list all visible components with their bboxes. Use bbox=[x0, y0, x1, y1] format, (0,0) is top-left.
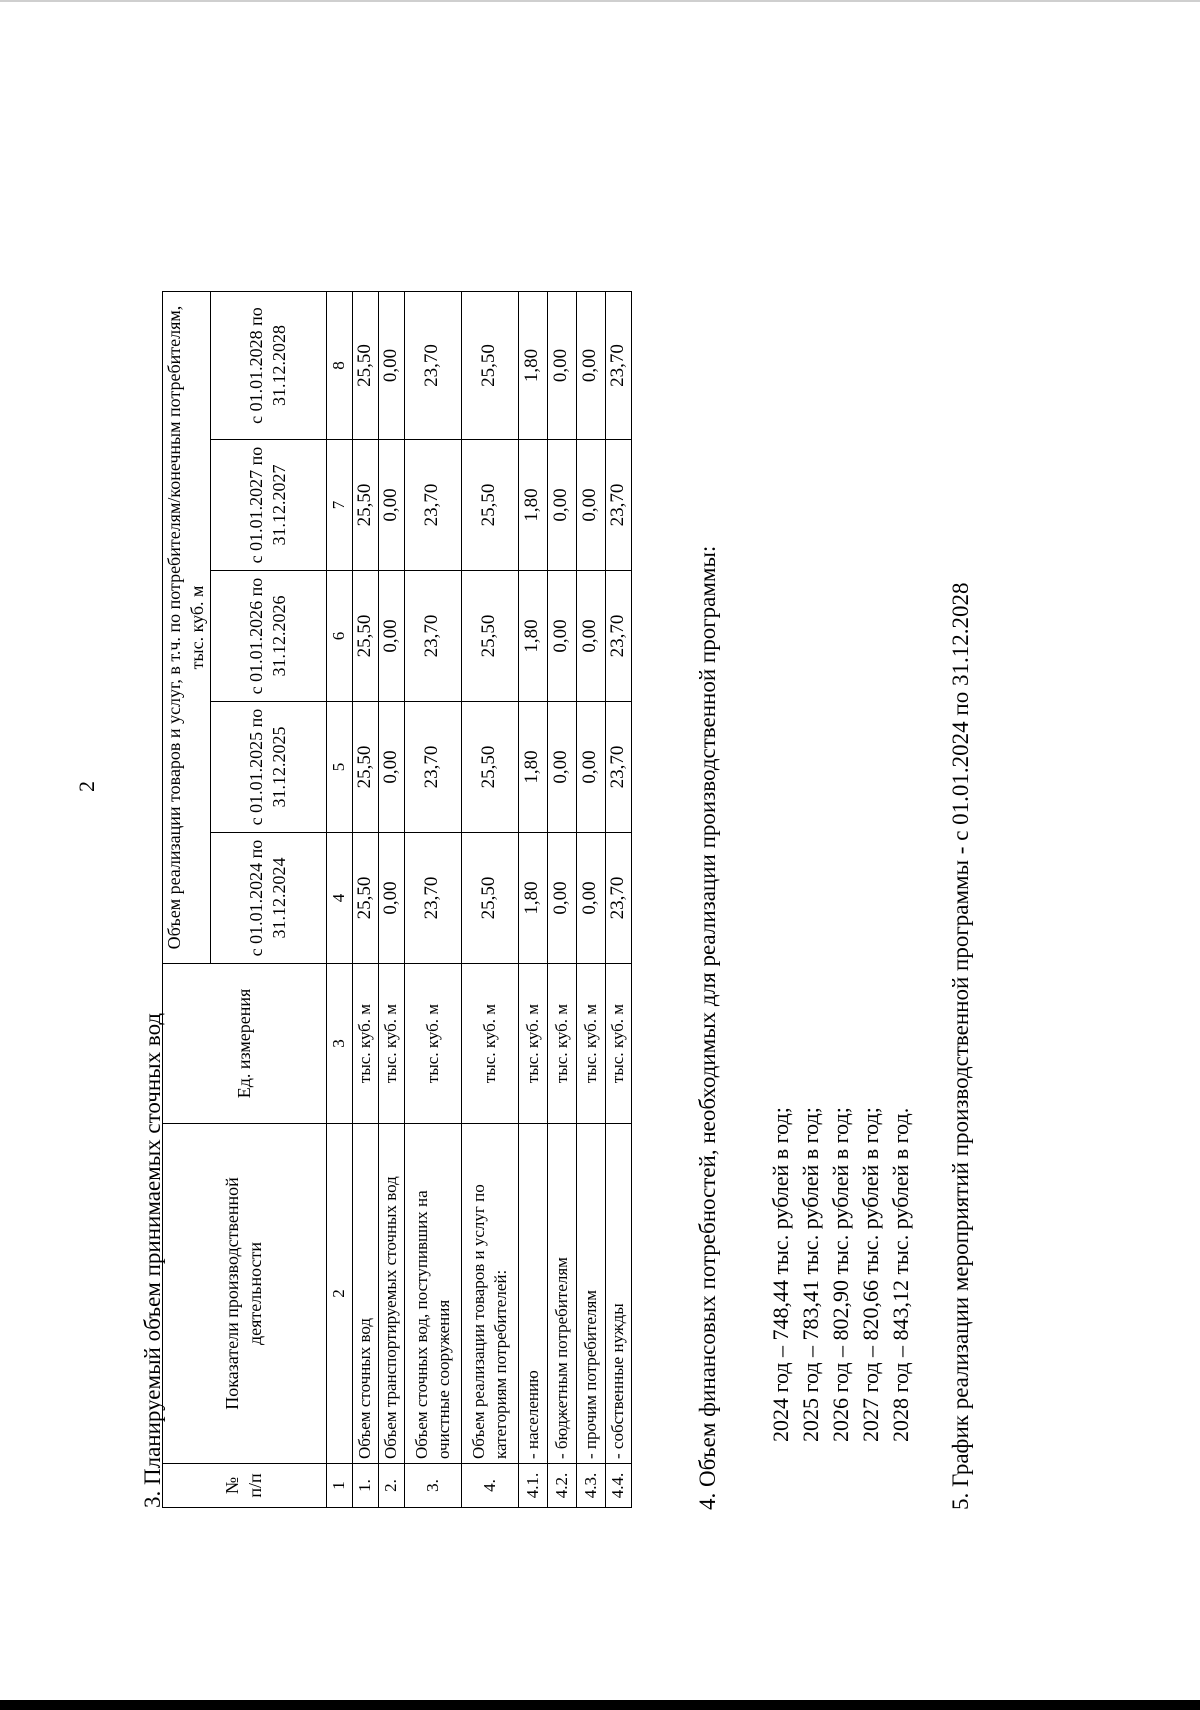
row-num: 4.1. bbox=[518, 1464, 547, 1508]
row-name: - прочим потребителям bbox=[576, 1124, 605, 1464]
row-value: 0,00 bbox=[547, 440, 576, 571]
table-row bbox=[547, 291, 576, 1507]
row-num: 4.3. bbox=[576, 1464, 605, 1508]
row-value: 1,80 bbox=[518, 833, 547, 964]
row-name: - населению bbox=[518, 1124, 547, 1464]
row-unit: тыс. куб. м bbox=[461, 964, 518, 1124]
row-value: 0,00 bbox=[378, 291, 404, 439]
row-value: 0,00 bbox=[378, 440, 404, 571]
header-num: № п/п bbox=[163, 1464, 327, 1508]
row-value: 0,00 bbox=[547, 702, 576, 833]
row-name: Объем сточных вод, поступивших на очистные сооружения bbox=[404, 1124, 461, 1464]
col-number: 2 bbox=[326, 1124, 352, 1464]
row-value: 0,00 bbox=[547, 833, 576, 964]
row-value: 23,70 bbox=[404, 833, 461, 964]
row-value: 25,50 bbox=[352, 571, 378, 702]
row-value: 0,00 bbox=[576, 291, 605, 439]
row-num: 2. bbox=[378, 1464, 404, 1508]
table-row bbox=[461, 291, 518, 1507]
row-value: 23,70 bbox=[605, 833, 631, 964]
row-value: 25,50 bbox=[461, 440, 518, 571]
row-value: 1,80 bbox=[518, 702, 547, 833]
scan-bottom-border bbox=[0, 1700, 1200, 1710]
col-number: 4 bbox=[326, 833, 352, 964]
header-group: Объем реализации товаров и услуг, в т.ч. по потребителям/конечным потребителям, тыс. куб. м bbox=[163, 291, 211, 963]
row-value: 25,50 bbox=[352, 702, 378, 833]
row-value: 23,70 bbox=[605, 571, 631, 702]
row-value: 0,00 bbox=[378, 702, 404, 833]
rotated-page-content bbox=[140, 150, 1140, 1530]
header-period-2024: с 01.01.2024 по 31.12.2024 bbox=[210, 833, 326, 964]
col-number: 1 bbox=[326, 1464, 352, 1508]
page-number: 2 bbox=[74, 781, 99, 792]
row-value: 1,80 bbox=[518, 571, 547, 702]
col-number: 8 bbox=[326, 291, 352, 439]
row-value: 23,70 bbox=[605, 291, 631, 439]
table-row bbox=[518, 291, 547, 1507]
row-value: 0,00 bbox=[547, 571, 576, 702]
row-unit: тыс. куб. м bbox=[378, 964, 404, 1124]
header-indicator: Показатели производственной деятельности bbox=[163, 1124, 327, 1464]
table-row bbox=[352, 291, 378, 1507]
row-unit: тыс. куб. м bbox=[352, 964, 378, 1124]
row-value: 25,50 bbox=[461, 291, 518, 439]
col-number: 6 bbox=[326, 571, 352, 702]
col-number: 3 bbox=[326, 964, 352, 1124]
section-4-title: 4. Объем финансовых потребностей, необходимых для реализации производственной программы: bbox=[695, 545, 720, 1510]
row-value: 0,00 bbox=[576, 440, 605, 571]
row-name: - бюджетным потребителям bbox=[547, 1124, 576, 1464]
row-value: 0,00 bbox=[378, 833, 404, 964]
section-3-title: 3. Планируемый объем принимаемых сточных вод bbox=[140, 1012, 165, 1508]
header-period-2028: с 01.01.2028 по 31.12.2028 bbox=[210, 291, 326, 439]
row-value: 25,50 bbox=[461, 571, 518, 702]
financial-line: 2028 год – 843,12 тыс. рублей в год. bbox=[888, 1107, 913, 1442]
row-value: 23,70 bbox=[605, 702, 631, 833]
table-row bbox=[378, 291, 404, 1507]
row-value: 23,70 bbox=[404, 291, 461, 439]
row-value: 23,70 bbox=[605, 440, 631, 571]
row-value: 25,50 bbox=[352, 440, 378, 571]
header-period-2026: с 01.01.2026 по 31.12.2026 bbox=[210, 571, 326, 702]
row-value: 0,00 bbox=[576, 571, 605, 702]
row-value: 25,50 bbox=[352, 291, 378, 439]
row-name: Объем реализации товаров и услуг по категориям потребителей: bbox=[461, 1124, 518, 1464]
row-value: 25,50 bbox=[461, 702, 518, 833]
financial-line: 2025 год – 783,41 тыс. рублей в год; bbox=[798, 1107, 823, 1442]
table-row bbox=[605, 291, 631, 1507]
row-num: 4. bbox=[461, 1464, 518, 1508]
row-unit: тыс. куб. м bbox=[576, 964, 605, 1124]
row-name: Объем сточных вод bbox=[352, 1124, 378, 1464]
row-name: - собственные нужды bbox=[605, 1124, 631, 1464]
row-value: 23,70 bbox=[404, 702, 461, 833]
row-value: 23,70 bbox=[404, 571, 461, 702]
col-number: 7 bbox=[326, 440, 352, 571]
row-num: 3. bbox=[404, 1464, 461, 1508]
row-value: 25,50 bbox=[461, 833, 518, 964]
financial-line: 2026 год – 802,90 тыс. рублей в год; bbox=[828, 1107, 853, 1442]
row-unit: тыс. куб. м bbox=[547, 964, 576, 1124]
row-value: 1,80 bbox=[518, 440, 547, 571]
row-num: 4.2. bbox=[547, 1464, 576, 1508]
header-period-2027: с 01.01.2027 по 31.12.2027 bbox=[210, 440, 326, 571]
col-number: 5 bbox=[326, 702, 352, 833]
row-num: 4.4. bbox=[605, 1464, 631, 1508]
row-unit: тыс. куб. м bbox=[404, 964, 461, 1124]
section-5-title: 5. График реализации мероприятий производственной программы - с 01.01.2024 по 31.12.2028 bbox=[948, 582, 973, 1510]
header-period-2025: с 01.01.2025 по 31.12.2025 bbox=[210, 702, 326, 833]
financial-line: 2024 год – 748,44 тыс. рублей в год; bbox=[768, 1107, 793, 1442]
row-name: Объем транспортируемых сточных вод bbox=[378, 1124, 404, 1464]
row-value: 23,70 bbox=[404, 440, 461, 571]
row-unit: тыс. куб. м bbox=[605, 964, 631, 1124]
table-row bbox=[576, 291, 605, 1507]
row-value: 0,00 bbox=[576, 833, 605, 964]
row-value: 0,00 bbox=[378, 571, 404, 702]
wastewater-volume-table bbox=[162, 291, 632, 1508]
row-unit: тыс. куб. м bbox=[518, 964, 547, 1124]
row-value: 1,80 bbox=[518, 291, 547, 439]
table-row bbox=[404, 291, 461, 1507]
financial-line: 2027 год – 820,66 тыс. рублей в год; bbox=[858, 1107, 883, 1442]
header-unit: Ед. измерения bbox=[163, 964, 327, 1124]
scan-top-border bbox=[0, 0, 1200, 2]
row-value: 25,50 bbox=[352, 833, 378, 964]
row-value: 0,00 bbox=[576, 702, 605, 833]
row-num: 1. bbox=[352, 1464, 378, 1508]
row-value: 0,00 bbox=[547, 291, 576, 439]
